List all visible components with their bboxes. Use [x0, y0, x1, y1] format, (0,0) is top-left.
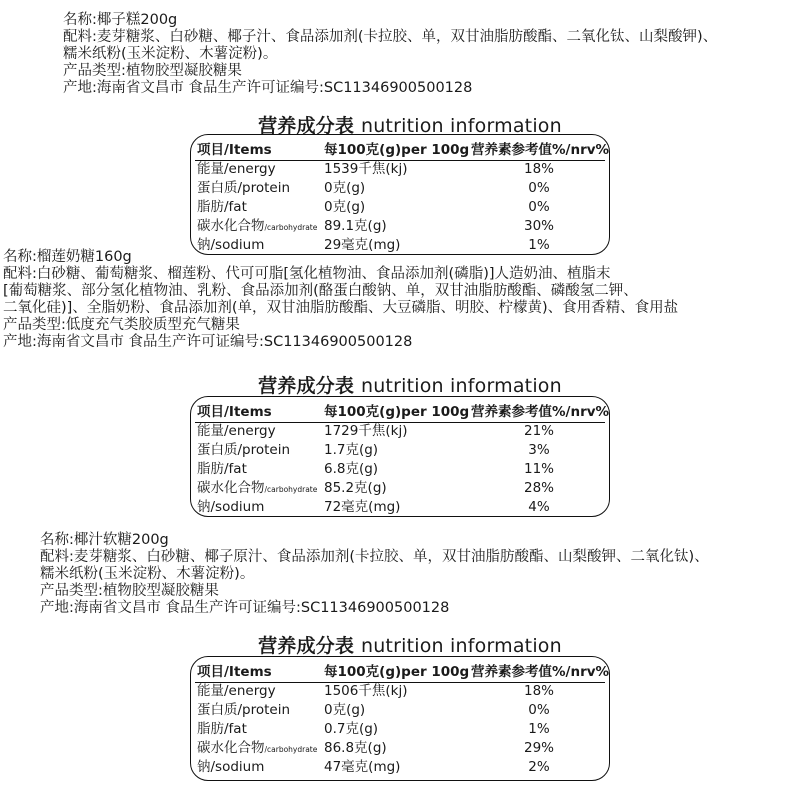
nutrition-title: 营养成分表 nutrition information	[258, 115, 562, 137]
table-row-carbohydrate: 碳水化合物/carbohydrate 86.8克(g) 29%	[197, 740, 554, 756]
product-type: 产品类型:植物胶型凝胶糖果	[63, 63, 242, 79]
ingredients-line: 配料:白砂糖、葡萄糖浆、榴莲粉、代可可脂[氢化植物油、食品添加剂(磷脂)]人造奶油、植脂末	[3, 266, 611, 282]
product-type: 产品类型:植物胶型凝胶糖果	[40, 583, 219, 599]
table-row-carbohydrate: 碳水化合物/carbohydrate 89.1克(g) 30%	[197, 218, 554, 234]
table-row-energy: 能量/energy 1539千焦(kj) 18%	[197, 161, 554, 177]
table-row-fat: 脂肪/fat 0克(g) 0%	[197, 199, 550, 215]
table-row-energy: 能量/energy 1729千焦(kj) 21%	[197, 423, 554, 439]
table-row-protein: 蛋白质/protein 0克(g) 0%	[197, 702, 550, 718]
product-type: 产品类型:低度充气类胶质型充气糖果	[3, 317, 240, 333]
product-info	[63, 12, 717, 97]
table-header: 项目/Items 每100克(g)per 100g 营养素参考值%/nrv%	[197, 404, 610, 420]
ingredients-line: 配料:麦芽糖浆、白砂糖、椰子原汁、食品添加剂(卡拉胶、单，双甘油脂肪酸酯、山梨酸钾、二氧化钛)、	[40, 549, 709, 565]
product-name: 名称:椰子糕200g	[63, 12, 178, 28]
product-info	[0, 249, 678, 351]
table-row-sodium: 钠/sodium 72毫克(mg) 4%	[197, 499, 550, 515]
table-row-sodium: 钠/sodium 29毫克(mg) 1%	[197, 237, 550, 253]
origin-license: 产地:海南省文昌市 食品生产许可证编号:SC11346900500128	[40, 600, 450, 616]
ingredients-line: 糯米纸粉(玉米淀粉、木薯淀粉)。	[63, 46, 278, 62]
table-row-sodium: 钠/sodium 47毫克(mg) 2%	[197, 759, 550, 775]
table-row-carbohydrate: 碳水化合物/carbohydrate 85.2克(g) 28%	[197, 480, 554, 496]
nutrition-table	[190, 396, 610, 517]
table-row-protein: 蛋白质/protein 0克(g) 0%	[197, 180, 550, 196]
ingredients-line: 二氧化硅)]、全脂奶粉、食品添加剂(单，双甘油脂肪酸酯、大豆磷脂、明胶、柠檬黄)、食用香精、食用盐	[3, 300, 679, 316]
table-header: 项目/Items 每100克(g)per 100g 营养素参考值%/nrv%	[197, 142, 610, 158]
ingredients-line: 配料:麦芽糖浆、白砂糖、椰子汁、食品添加剂(卡拉胶、单，双甘油脂肪酸酯、二氧化钛、山梨酸钾)、	[63, 29, 718, 45]
nutrition-table	[190, 134, 610, 255]
nutrition-title: 营养成分表 nutrition information	[258, 635, 562, 657]
nutrition-table	[190, 656, 610, 781]
origin-license: 产地:海南省文昌市 食品生产许可证编号:SC11346900500128	[63, 80, 473, 96]
product-name: 名称:榴莲奶糖160g	[3, 249, 132, 265]
table-row-fat: 脂肪/fat 0.7克(g) 1%	[197, 721, 550, 737]
nutrition-title: 营养成分表 nutrition information	[258, 375, 562, 397]
ingredients-line: [葡萄糖浆、部分氢化植物油、乳粉、食品添加剂(酪蛋白酸钠、单，双甘油脂肪酸酯、磷酸氢二钾、	[3, 283, 638, 299]
table-row-fat: 脂肪/fat 6.8克(g) 11%	[197, 461, 554, 477]
table-header: 项目/Items 每100克(g)per 100g 营养素参考值%/nrv%	[197, 664, 610, 680]
table-row-energy: 能量/energy 1506千焦(kj) 18%	[197, 683, 554, 699]
ingredients-line: 糯米纸粉(玉米淀粉、木薯淀粉)。	[40, 566, 255, 582]
product-name: 名称:椰汁软糖200g	[40, 532, 169, 548]
table-row-protein: 蛋白质/protein 1.7克(g) 3%	[197, 442, 550, 458]
origin-license: 产地:海南省文昌市 食品生产许可证编号:SC11346900500128	[3, 334, 413, 350]
product-info	[40, 532, 709, 617]
